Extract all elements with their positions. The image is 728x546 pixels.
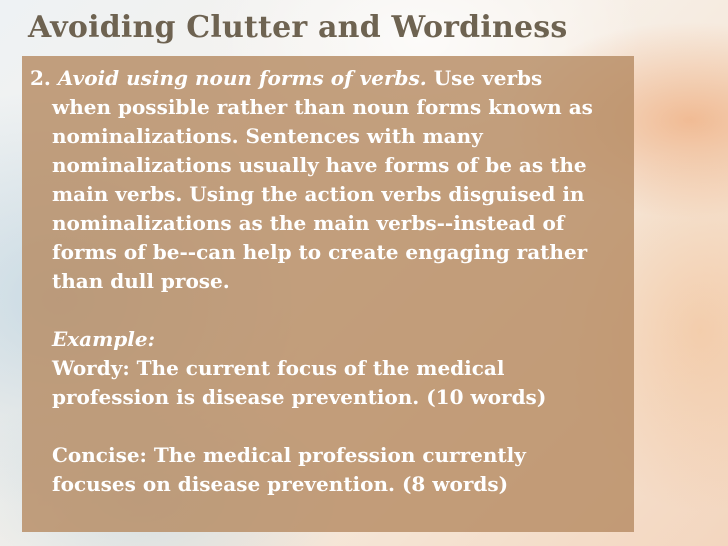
point-heading: Avoid using noun forms of verbs. [57,66,427,90]
point-line: when possible rather than noun forms known as [52,95,593,119]
point-line: than dull prose. [52,269,230,293]
point-number: 2. [30,66,51,90]
content-text [22,64,634,499]
wordy-example-line: Wordy: The current focus of the medical [52,356,505,380]
spacer [22,412,634,441]
point-line: nominalizations as the main verbs--instead of [52,211,565,235]
point-line: Use verbs [433,66,543,90]
concise-example-line: Concise: The medical profession currently [52,443,526,467]
concise-example-line: focuses on disease prevention. (8 words) [52,472,509,496]
point-line: main verbs. Using the action verbs disguised in [52,182,585,206]
spacer [22,296,634,325]
content-box [22,56,634,532]
wordy-example-line: profession is disease prevention. (10 words) [52,385,547,409]
example-label: Example: [52,327,155,351]
point-line: nominalizations. Sentences with many [52,124,483,148]
slide-title: Avoiding Clutter and Wordiness [28,10,568,45]
point-line: forms of be--can help to create engaging rather [52,240,588,264]
point-line: nominalizations usually have forms of be as the [52,153,587,177]
point-first-line [22,64,634,93]
